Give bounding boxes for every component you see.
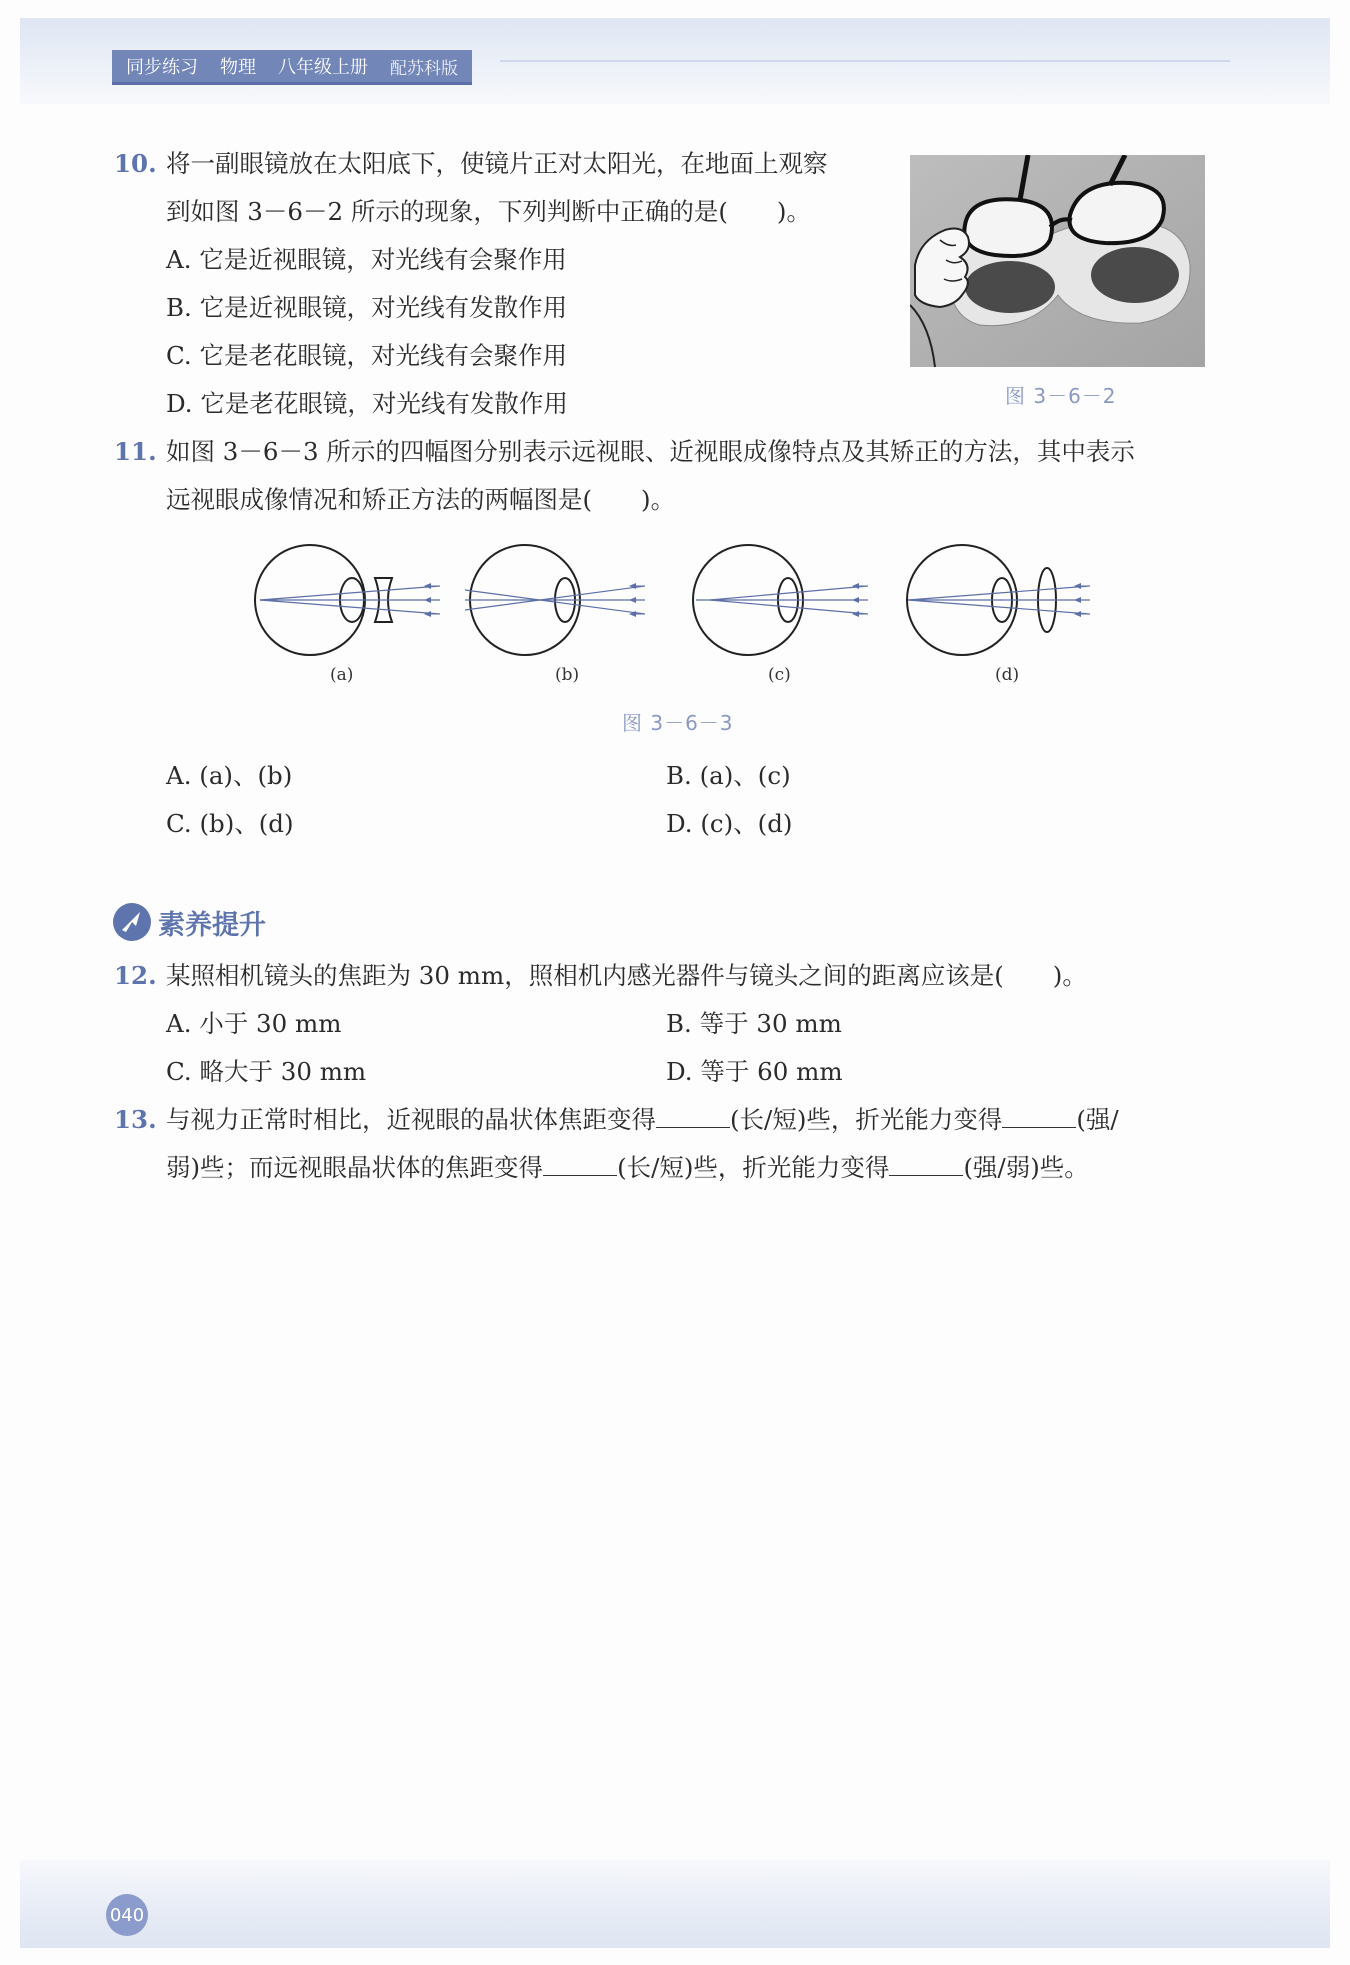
- answer-blank[interactable]: [656, 1097, 730, 1128]
- text-segment: (长/短)些，折光能力变得: [730, 1105, 1003, 1134]
- header-rule: [500, 60, 1230, 62]
- rocket-icon: [112, 902, 152, 942]
- grade-title: 八年级上册: [278, 57, 368, 78]
- page-number: 040: [106, 1894, 148, 1936]
- question-text-line: 将一副眼镜放在太阳底下，使镜片正对太阳光，在地面上观察: [166, 149, 828, 178]
- eye-diagram-b: [465, 545, 645, 655]
- diagram-label-a: (a): [330, 665, 354, 685]
- edition-title: 配苏科版: [390, 58, 458, 79]
- answer-blank[interactable]: [1002, 1097, 1076, 1128]
- question-number: 13.: [114, 1105, 157, 1134]
- question-text-line: 到如图 3－6－2 所示的现象，下列判断中正确的是( )。: [166, 197, 811, 226]
- question-text-line: 如图 3－6－3 所示的四幅图分别表示远视眼、近视眼成像特点及其矫正的方法，其中表示: [166, 437, 1135, 466]
- option-c[interactable]: C. (b)、(d): [166, 809, 294, 838]
- option-d[interactable]: D. (c)、(d): [666, 809, 793, 838]
- question-number: 11.: [114, 437, 157, 466]
- eye-diagrams-figure: [240, 540, 1100, 660]
- subject-title: 物理: [220, 57, 256, 78]
- diagram-label-d: (d): [995, 665, 1020, 685]
- answer-blank[interactable]: [543, 1145, 617, 1176]
- text-segment: 弱)些；而远视眼晶状体的焦距变得: [166, 1153, 544, 1182]
- footer-band: [20, 1860, 1330, 1948]
- text-segment: (强/弱)些。: [963, 1153, 1089, 1182]
- question-text-line: [166, 1096, 1119, 1144]
- diagram-label-b: (b): [555, 665, 580, 685]
- text-segment: (强/: [1076, 1105, 1119, 1134]
- option-b[interactable]: B. 等于 30 mm: [666, 1009, 842, 1038]
- option-c[interactable]: C. 略大于 30 mm: [166, 1057, 367, 1086]
- eye-diagram-d: [907, 545, 1090, 655]
- question-text-line: [166, 1144, 1089, 1192]
- diagram-label-c: (c): [768, 665, 791, 685]
- section-heading: [112, 902, 266, 942]
- answer-blank[interactable]: [889, 1145, 963, 1176]
- question-text-line: 某照相机镜头的焦距为 30 mm，照相机内感光器件与镜头之间的距离应该是( )。: [166, 961, 1087, 990]
- question-number: 12.: [114, 961, 157, 990]
- eye-diagram-a: [255, 545, 440, 655]
- option-d[interactable]: D. 它是老花眼镜，对光线有发散作用: [166, 389, 568, 418]
- eye-diagram-c: [693, 545, 868, 655]
- question-text-line: 远视眼成像情况和矫正方法的两幅图是( )。: [166, 485, 676, 514]
- option-a[interactable]: A. 它是近视眼镜，对光线有会聚作用: [166, 245, 567, 274]
- option-a[interactable]: A. (a)、(b): [166, 761, 293, 790]
- option-d[interactable]: D. 等于 60 mm: [666, 1057, 843, 1086]
- glasses-figure: [910, 155, 1205, 367]
- option-b[interactable]: B. 它是近视眼镜，对光线有发散作用: [166, 293, 568, 322]
- section-title: 素养提升: [158, 909, 266, 941]
- figure-caption: 图 3－6－2: [1005, 384, 1117, 408]
- book-header: [112, 50, 472, 85]
- text-segment: 与视力正常时相比，近视眼的晶状体焦距变得: [166, 1105, 656, 1134]
- figure-caption: 图 3－6－3: [622, 711, 734, 735]
- text-segment: (长/短)些，折光能力变得: [617, 1153, 890, 1182]
- question-number: 10.: [114, 149, 157, 178]
- option-a[interactable]: A. 小于 30 mm: [166, 1009, 342, 1038]
- series-title: 同步练习: [126, 57, 198, 78]
- option-b[interactable]: B. (a)、(c): [666, 761, 791, 790]
- option-c[interactable]: C. 它是老花眼镜，对光线有会聚作用: [166, 341, 567, 370]
